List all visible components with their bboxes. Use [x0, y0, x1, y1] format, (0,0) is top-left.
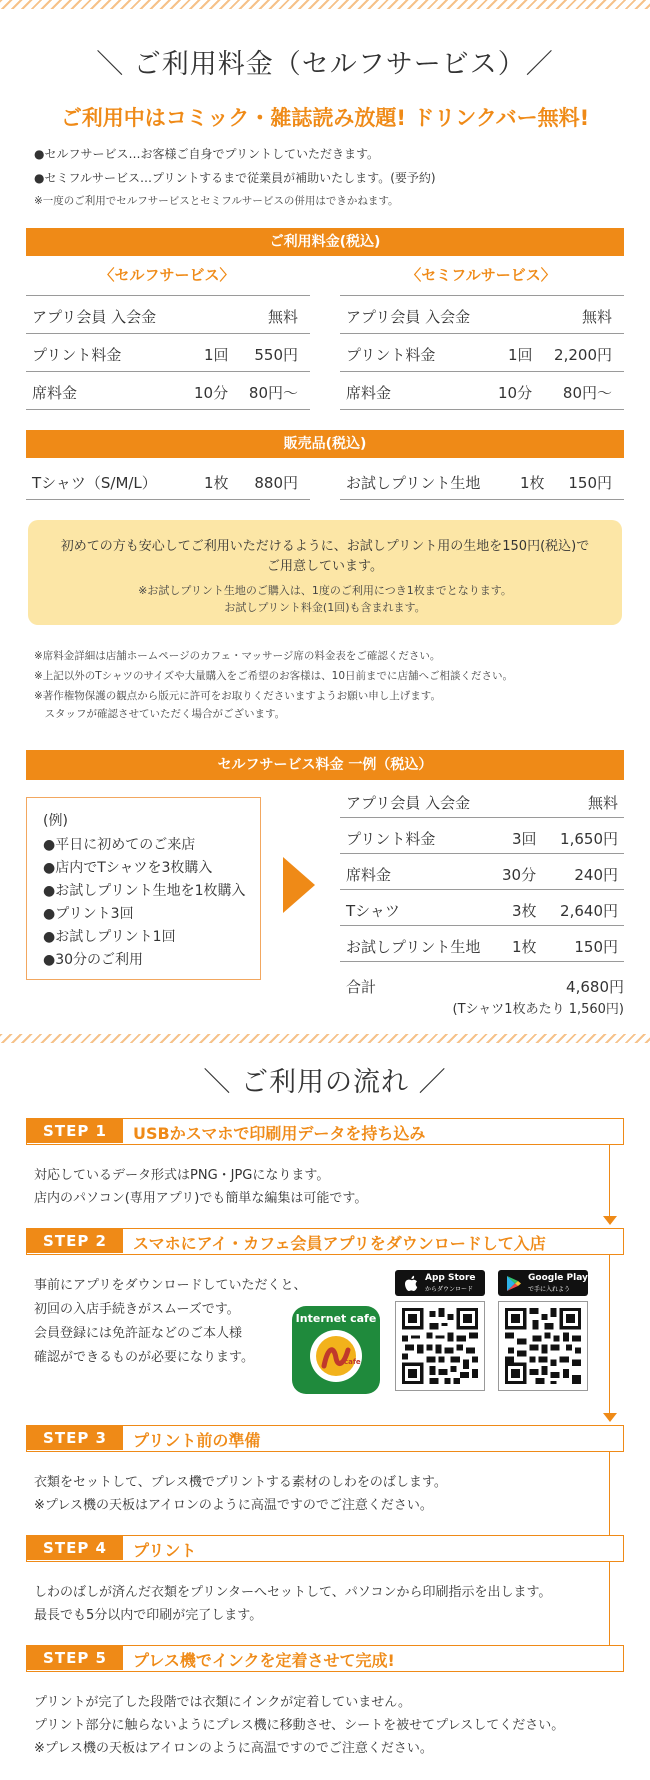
case-item: ●店内でTシャツを3枚購入: [43, 860, 213, 876]
google-play-icon: [506, 1275, 522, 1292]
step-2-header: STEP 2 スマホにアイ・カフェ会員アプリをダウンロードして入店: [26, 1228, 624, 1255]
footnote: ※上記以外のTシャツのサイズや大量購入をご希望のお客様は、10日前までに店舗へご相談ください。: [34, 670, 514, 682]
step-2-text: 確認ができるものが必要になります。: [34, 1350, 254, 1365]
intro-line: ●セルフサービス…お客様ご自身でプリントしていただきます。: [34, 147, 380, 161]
step-5-text: プリントが完了した段階では衣類にインクが定着していません。: [34, 1695, 412, 1710]
pricing-tagline: ご利用中はコミック・雑誌読み放題! ドリンクバー無料!: [60, 106, 590, 130]
flow-connector: [609, 1254, 610, 1413]
step-1-text: 対応しているデータ形式はPNG・JPGになります。: [34, 1168, 330, 1183]
step-4-text: 最長でも5分以内で印刷が完了します。: [34, 1608, 263, 1623]
case-item: ●30分のご利用: [43, 952, 144, 968]
case-item: ●平日に初めてのご来店: [43, 837, 196, 853]
arrow-right-icon: [283, 857, 315, 913]
flow-connector: [609, 1561, 610, 1645]
flow-connector: [609, 1144, 610, 1216]
intro-note: ※一度のご利用でセルフサービスとセミフルサービスの併用はできかねます。: [34, 195, 399, 207]
fee-bar: ご利用料金(税込): [26, 228, 624, 256]
app-logo-sub: cafe: [344, 1358, 361, 1366]
example-row: プリント料金 3回 1,650円: [340, 818, 624, 854]
price-row: アプリ会員 入会金 無料: [340, 296, 624, 334]
step-2-text: 初回の入店手続きがスムーズです。: [34, 1302, 240, 1317]
footnote: スタッフが確認させていただく場合がございます。: [34, 708, 286, 720]
example-row: お試しプリント生地 1枚 150円: [340, 926, 624, 962]
step-4-text: しわのばしが済んだ衣類をプリンターへセットして、パソコンから印刷指示を出します。: [34, 1585, 552, 1600]
price-row: 席料金 10分 80円〜: [26, 372, 310, 410]
intro-line: ●セミフルサービス…プリントするまで従業員が補助いたします。(要予約): [34, 171, 436, 185]
sales-bar: 販売品(税込): [26, 430, 624, 458]
google-play-sub: で手に入れよう: [528, 1286, 571, 1293]
app-store-badge[interactable]: [395, 1270, 485, 1296]
example-row: 席料金 30分 240円: [340, 854, 624, 890]
google-play-qr-code[interactable]: [498, 1301, 588, 1391]
notice-line: お試しプリント料金(1回)も含まれます。: [224, 601, 426, 614]
per-shirt-price: (Tシャツ1枚あたり 1,560円): [452, 1002, 624, 1017]
step-2-text: 事前にアプリをダウンロードしていただくと、: [34, 1278, 307, 1293]
step-5-header: STEP 5 プレス機でインクを定着させて完成!: [26, 1645, 624, 1672]
step-3-header: STEP 3 プリント前の準備: [26, 1425, 624, 1452]
app-store-qr-code[interactable]: [395, 1301, 485, 1391]
notice-line: 初めての方も安心してご利用いただけるように、お試しプリント用の生地を150円(税込)で: [60, 539, 590, 554]
footnote: ※席料金詳細は店舗ホームページのカフェ・マッサージ席の料金表をご確認ください。: [34, 650, 441, 662]
app-store-name: App Store: [425, 1273, 476, 1283]
app-store-sub: からダウンロード: [425, 1286, 474, 1293]
step-5-text: ※プレス機の天板はアイロンのように高温ですのでご注意ください。: [34, 1741, 433, 1756]
example-row: Tシャツ 3枚 2,640円: [340, 890, 624, 926]
example-case-box: [26, 797, 261, 980]
footnote: ※著作権物保護の観点から版元に許可をお取りくださいますようお願い申し上げます。: [34, 690, 441, 702]
flow-connector: [609, 1451, 610, 1535]
case-item: ●お試しプリント生地を1枚購入: [43, 883, 246, 899]
self-service-title: 〈セルフサービス〉: [99, 266, 235, 284]
semi-service-title: 〈セミフルサービス〉: [406, 266, 556, 284]
example-bar: セルフサービス料金 一例（税込）: [26, 750, 624, 780]
case-label: (例): [43, 813, 68, 829]
step-1-text: 店内のパソコン(専用アプリ)でも簡単な編集は可能です。: [34, 1191, 368, 1206]
step-5-text: プリント部分に触らないようにプレス機に移動させ、シートを被せてプレスしてください。: [34, 1718, 565, 1733]
apple-icon: [403, 1274, 419, 1292]
app-logo-text: Internet cafe: [295, 1312, 377, 1325]
arrow-down-icon: [603, 1413, 617, 1422]
section-stripe: [0, 1034, 650, 1043]
google-play-badge[interactable]: [498, 1270, 588, 1296]
notice-line: ご用意しています。: [267, 559, 383, 574]
top-stripe: [0, 0, 650, 9]
sales-row: お試しプリント生地 1枚 150円: [340, 462, 624, 500]
sales-row: Tシャツ（S/M/L） 1枚 880円: [26, 462, 310, 500]
total-label: 合計: [346, 978, 377, 996]
internet-cafe-app-logo[interactable]: [292, 1306, 380, 1394]
pricing-heading: ＼ ご利用料金（セルフサービス）／: [96, 49, 554, 80]
step-3-text: 衣類をセットして、プレス機でプリントする素材のしわをのばします。: [34, 1475, 447, 1490]
price-row: アプリ会員 入会金 無料: [26, 296, 310, 334]
arrow-down-icon: [603, 1216, 617, 1225]
google-play-name: Google Play: [528, 1273, 588, 1283]
case-item: ●プリント3回: [43, 906, 134, 922]
trial-notice: [28, 520, 622, 625]
example-row: アプリ会員 入会金 無料: [340, 782, 624, 818]
case-item: ●お試しプリント1回: [43, 929, 176, 945]
total-price: 4,680円: [566, 978, 624, 996]
notice-line: ※お試しプリント生地のご購入は、1度のご利用につき1枚までとなります。: [138, 584, 512, 597]
price-row: プリント料金 1回 550円: [26, 334, 310, 372]
step-4-header: STEP 4 プリント: [26, 1535, 624, 1562]
step-3-text: ※プレス機の天板はアイロンのように高温ですのでご注意ください。: [34, 1498, 433, 1513]
step-2-text: 会員登録には免許証などのご本人様: [34, 1326, 243, 1341]
price-row: 席料金 10分 80円〜: [340, 372, 624, 410]
flow-heading: ＼ ご利用の流れ ／: [203, 1067, 447, 1098]
step-1-header: STEP 1 USBかスマホで印刷用データを持ち込み: [26, 1118, 624, 1145]
price-row: プリント料金 1回 2,200円: [340, 334, 624, 372]
